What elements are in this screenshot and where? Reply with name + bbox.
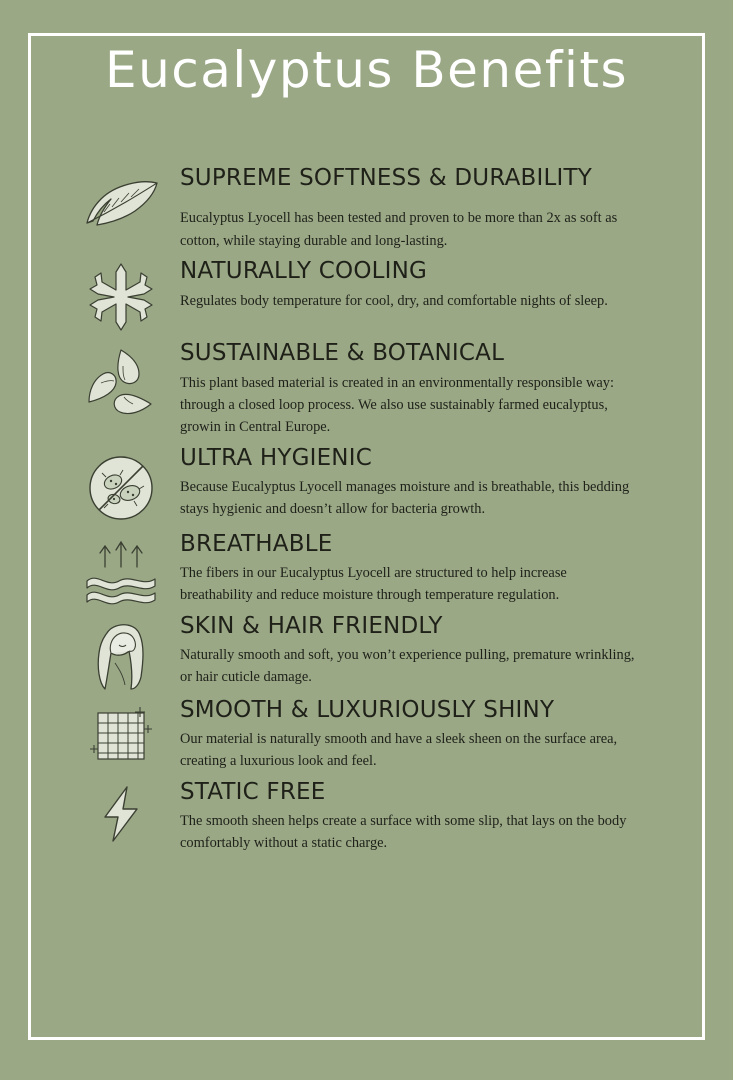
- list-item: [62, 258, 689, 334]
- airflow-arrows-icon: [62, 531, 180, 607]
- benefit-heading: STATIC FREE: [180, 778, 326, 805]
- benefit-text: [180, 445, 689, 521]
- benefit-heading: SKIN & HAIR FRIENDLY: [180, 612, 443, 639]
- benefit-text: [180, 340, 689, 438]
- benefit-text: [180, 613, 689, 689]
- list-item: [62, 697, 689, 773]
- benefits-list: [62, 165, 689, 861]
- benefit-body: Regulates body temperature for cool, dry, and comfortable nights of sleep.: [180, 292, 608, 309]
- benefit-text: [180, 779, 689, 855]
- feather-icon: [62, 165, 180, 233]
- woven-fabric-sparkle-icon: [62, 697, 180, 771]
- benefit-body: The fibers in our Eucalyptus Lyocell are structured to help increase breathability and reduce moisture through temperature regulation.: [180, 564, 567, 604]
- benefit-text: [180, 531, 689, 607]
- list-item: [62, 613, 689, 691]
- benefit-body: Naturally smooth and soft, you won’t experience pulling, premature wrinkling, or hair cuticle damage.: [180, 647, 635, 686]
- list-item: [62, 531, 689, 607]
- list-item: [62, 445, 689, 525]
- benefit-heading: BREATHABLE: [180, 530, 333, 557]
- benefit-text: [180, 697, 689, 773]
- benefit-heading: SMOOTH & LUXURIOUSLY SHINY: [180, 696, 555, 723]
- benefit-text: [180, 165, 689, 252]
- benefit-heading: ULTRA HYGIENIC: [180, 444, 372, 471]
- benefit-body: Our material is naturally smooth and have a sleek sheen on the surface area, creating a luxurious look and feel.: [180, 731, 618, 770]
- recycle-leaves-icon: [62, 340, 180, 424]
- page-title: Eucalyptus Benefits: [104, 41, 629, 99]
- benefit-body: This plant based material is created in an environmentally responsible way: through a closed loop process. We also use sustainably farmed eucalyptus, growin in Central Europe.: [180, 374, 614, 436]
- hair-face-icon: [62, 613, 180, 691]
- benefit-heading: NATURALLY COOLING: [180, 258, 428, 285]
- snowflake-icon: [62, 258, 180, 334]
- lightning-bolt-icon: [62, 779, 180, 845]
- benefit-body: Because Eucalyptus Lyocell manages moisture and is breathable, this bedding stays hygienic and doesn’t allow for bacteria growth.: [180, 478, 630, 518]
- benefit-text: [180, 258, 689, 312]
- benefit-heading: SUPREME SOFTNESS & DURABILITY: [180, 165, 592, 191]
- list-item: [62, 779, 689, 855]
- no-bacteria-icon: [62, 445, 180, 525]
- benefit-body: The smooth sheen helps create a surface with some slip, that lays on the body comfortably without a static charge.: [180, 813, 627, 852]
- benefit-body: Eucalyptus Lyocell has been tested and proven to be more than 2x as soft as cotton, while staying durable and long-lasting.: [180, 210, 618, 249]
- list-item: [62, 340, 689, 438]
- benefit-heading: SUSTAINABLE & BOTANICAL: [180, 340, 505, 367]
- list-item: [62, 165, 689, 252]
